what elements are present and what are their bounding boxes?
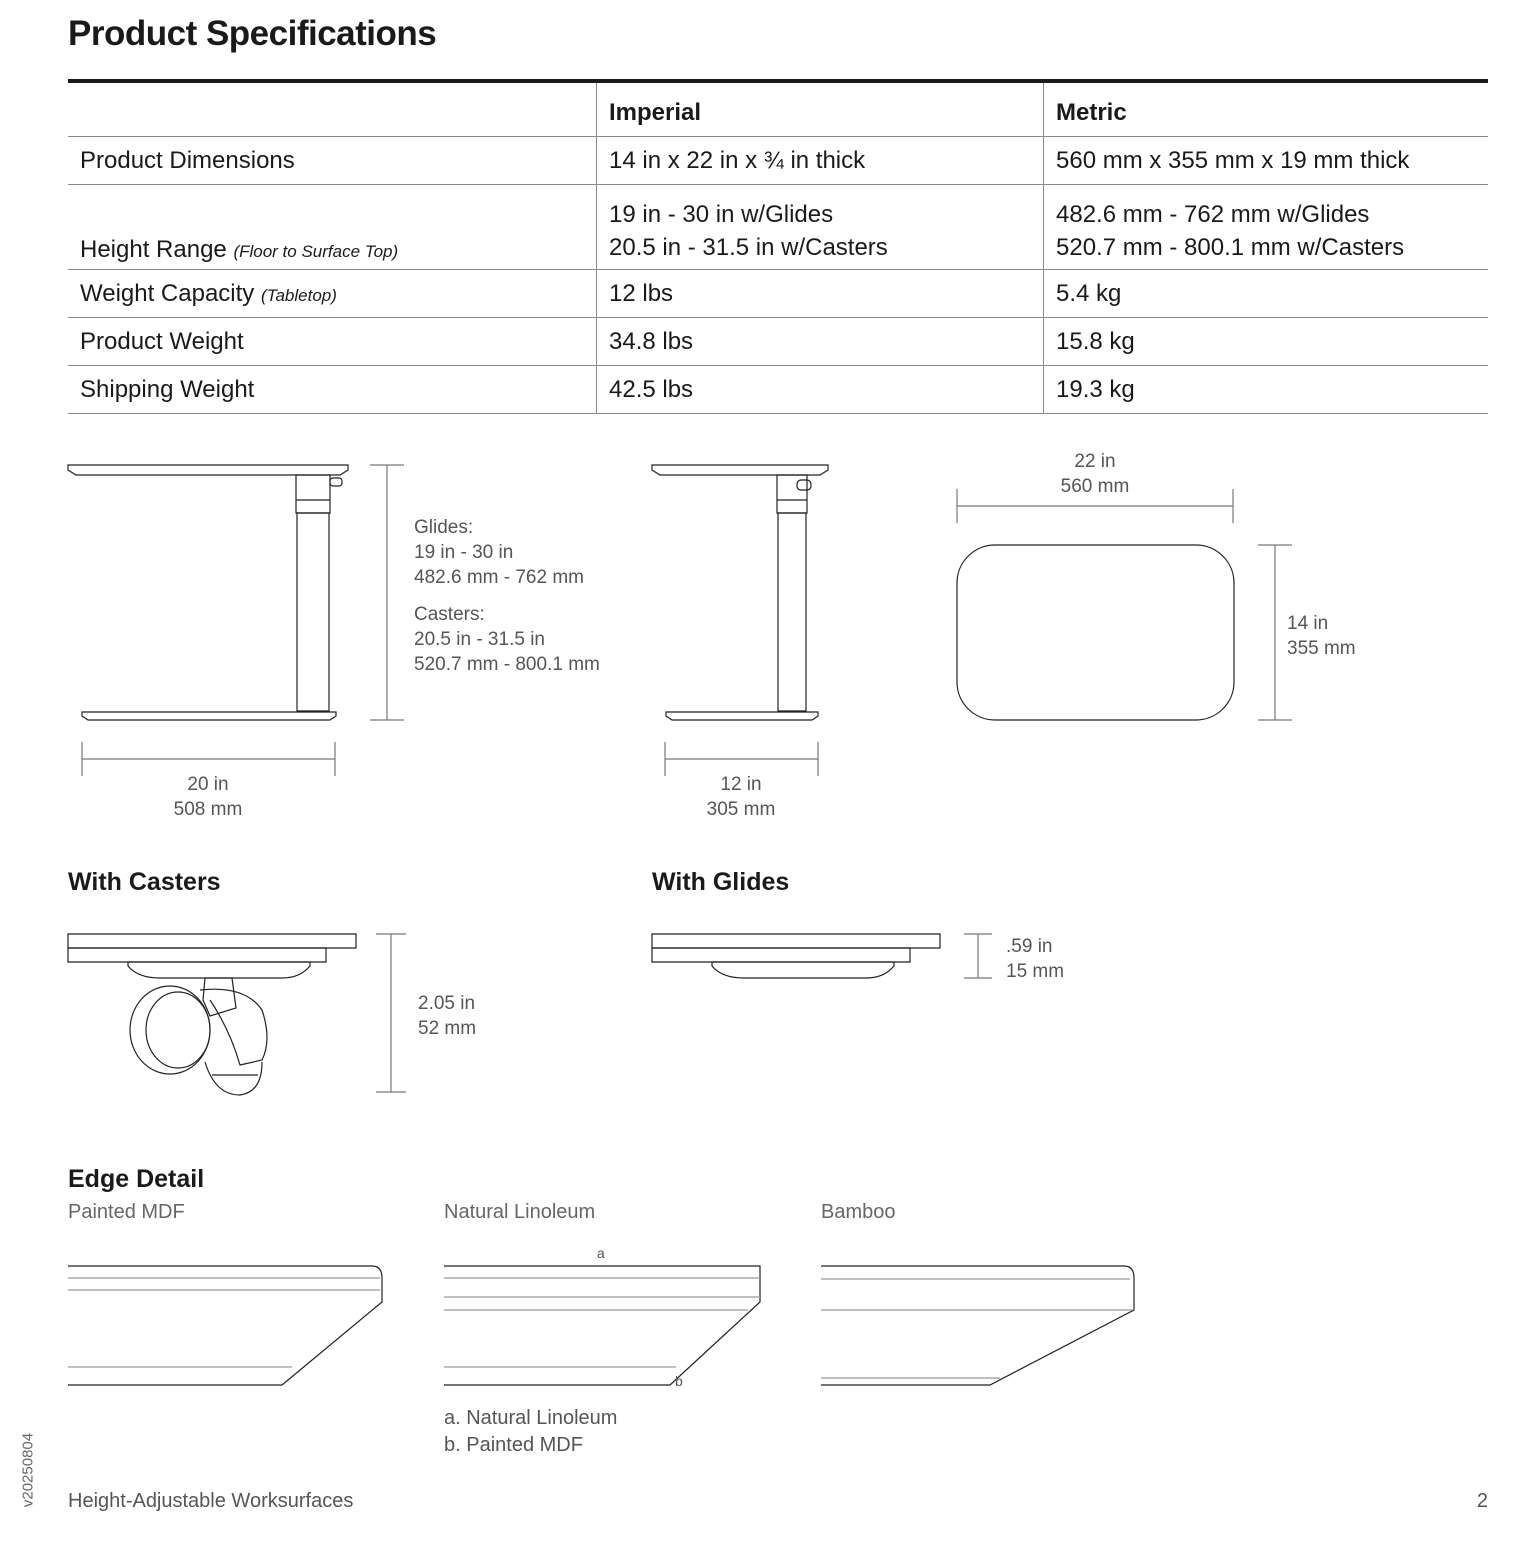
material-painted-mdf: Painted MDF	[68, 1201, 185, 1223]
side-height-dimension	[370, 465, 404, 720]
top-width-metric: 560 mm	[1060, 476, 1130, 497]
edge-bamboo	[821, 1266, 1134, 1385]
imperial-line: 20.5 in - 31.5 in w/Casters	[609, 234, 888, 261]
side-base-metric: 508 mm	[173, 799, 243, 820]
metric-value: 15.8 kg	[1044, 318, 1489, 366]
front-base-metric: 305 mm	[706, 799, 776, 820]
casters-label: Casters:	[414, 604, 485, 625]
imperial-value: 42.5 lbs	[597, 366, 1044, 414]
edge-painted-mdf	[68, 1266, 382, 1385]
glide-height-metric: 15 mm	[1006, 961, 1065, 982]
glides-imperial: 19 in - 30 in	[414, 542, 514, 563]
row-label: Shipping Weight	[68, 366, 597, 414]
front-base-imperial: 12 in	[720, 774, 762, 795]
glides-label: Glides:	[414, 517, 474, 538]
glide-height-imperial: .59 in	[1006, 936, 1053, 957]
casters-imperial: 20.5 in - 31.5 in	[414, 629, 545, 650]
material-natural-linoleum: Natural Linoleum	[444, 1201, 596, 1223]
caster-drawing	[68, 934, 356, 1095]
side-base-imperial: 20 in	[187, 774, 229, 795]
marker-b: b	[675, 1373, 683, 1389]
caster-height-label	[418, 991, 476, 1041]
glides-metric: 482.6 mm - 762 mm	[414, 567, 584, 588]
imperial-value: 34.8 lbs	[597, 318, 1044, 366]
version-code: v20250804	[19, 1432, 37, 1508]
page-number: 2	[1476, 1490, 1488, 1512]
side-height-label	[414, 515, 600, 677]
edge-legend	[444, 1405, 617, 1459]
casters-heading: With Casters	[68, 868, 221, 896]
glide-height-label	[1006, 934, 1064, 984]
metric-value: 19.3 kg	[1044, 366, 1489, 414]
top-depth-label	[1287, 611, 1356, 661]
marker-a: a	[597, 1245, 605, 1261]
header-imperial: Imperial	[597, 81, 1044, 137]
legend-item-a: a. Natural Linoleum	[444, 1407, 618, 1429]
front-view-drawing	[652, 465, 828, 720]
top-depth-metric: 355 mm	[1287, 638, 1356, 659]
front-base-dimension	[665, 742, 818, 776]
casters-metric: 520.7 mm - 800.1 mm	[414, 654, 600, 675]
row-label: Weight Capacity (Tabletop)	[68, 270, 597, 318]
imperial-value: 12 lbs	[597, 270, 1044, 318]
glides-heading: With Glides	[652, 868, 790, 896]
caster-height-imperial: 2.05 in	[418, 993, 476, 1014]
glide-drawing	[652, 934, 940, 978]
metric-line: 482.6 mm - 762 mm w/Glides	[1056, 201, 1370, 228]
material-bamboo: Bamboo	[821, 1201, 896, 1223]
caster-height-metric: 52 mm	[418, 1018, 477, 1039]
edge-detail-heading: Edge Detail	[68, 1165, 205, 1193]
edge-natural-linoleum	[444, 1266, 760, 1385]
caster-height-dimension	[376, 934, 406, 1092]
row-note: (Tabletop)	[260, 285, 337, 305]
row-label: Product Dimensions	[68, 137, 597, 185]
imperial-value: 14 in x 22 in x ¾ in thick	[597, 137, 1044, 185]
side-view-drawing	[68, 465, 348, 720]
footer-product-line: Height-Adjustable Worksurfaces	[68, 1490, 354, 1512]
side-base-dimension	[82, 742, 335, 776]
metric-value: 5.4 kg	[1044, 270, 1489, 318]
imperial-line: 19 in - 30 in w/Glides	[609, 201, 834, 228]
top-depth-imperial: 14 in	[1287, 613, 1329, 634]
page-title: Product Specifications	[68, 14, 437, 53]
top-width-imperial: 22 in	[1074, 451, 1116, 472]
side-base-label	[148, 772, 268, 822]
header-metric: Metric	[1044, 81, 1489, 137]
top-view-drawing	[957, 545, 1234, 720]
metric-value: 560 mm x 355 mm x 19 mm thick	[1044, 137, 1489, 185]
legend-item-b: b. Painted MDF	[444, 1434, 583, 1456]
row-label: Product Weight	[68, 318, 597, 366]
row-label: Height Range (Floor to Surface Top)	[68, 185, 597, 270]
row-note: (Floor to Surface Top)	[233, 242, 399, 261]
glide-height-dimension	[964, 934, 992, 978]
front-base-label	[681, 772, 801, 822]
top-width-label	[1035, 449, 1155, 499]
metric-line: 520.7 mm - 800.1 mm w/Casters	[1056, 234, 1405, 261]
